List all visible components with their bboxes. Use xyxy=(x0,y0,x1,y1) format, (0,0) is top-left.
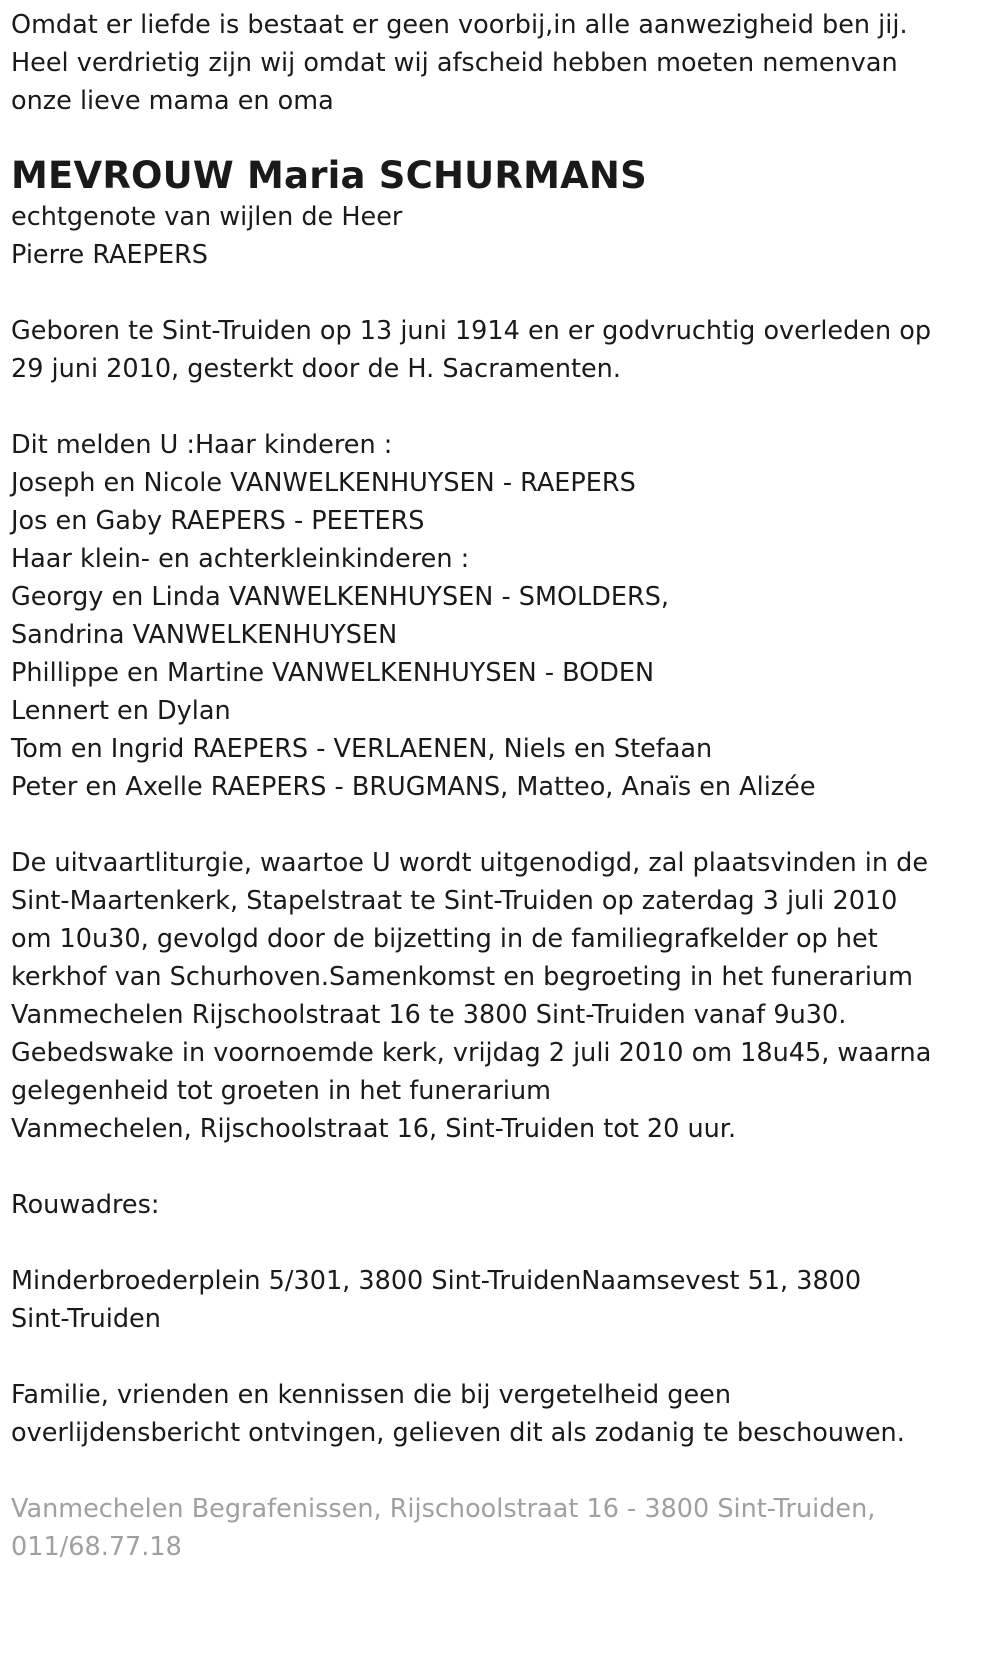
family-block xyxy=(11,426,1000,806)
family-line: Sandrina VANWELKENHUYSEN xyxy=(11,620,398,650)
family-line: Georgy en Linda VANWELKENHUYSEN - SMOLDERS, xyxy=(11,582,669,612)
mourning-address-label: Rouwadres: xyxy=(11,1190,160,1220)
family-line: Tom en Ingrid RAEPERS - VERLAENEN, Niels en Stefaan xyxy=(11,734,713,764)
ceremony-line: om 10u30, gevolgd door de bijzetting in de familiegrafkelder op het xyxy=(11,924,878,954)
footer-line: 011/68.77.18 xyxy=(11,1532,182,1562)
ceremony-line: Gebedswake in voornoemde kerk, vrijdag 2 juli 2010 om 18u45, waarna xyxy=(11,1038,932,1068)
footer-line: Vanmechelen Begrafenissen, Rijschoolstraat 16 - 3800 Sint-Truiden, xyxy=(11,1494,876,1524)
birth-line: Geboren te Sint-Truiden op 13 juni 1914 en er godvruchtig overleden op xyxy=(11,316,932,346)
mourning-address xyxy=(11,1262,1000,1338)
address-line: Sint-Truiden xyxy=(11,1304,161,1334)
intro-line: Omdat er liefde is bestaat er geen voorbij,in alle aanwezigheid ben jij. xyxy=(11,10,908,40)
notice-line: Familie, vrienden en kennissen die bij vergetelheid geen xyxy=(11,1380,731,1410)
ceremony-line: Vanmechelen Rijschoolstraat 16 te 3800 Sint-Truiden vanaf 9u30. xyxy=(11,1000,847,1030)
deceased-name: MEVROUW Maria SCHURMANS xyxy=(11,154,647,197)
ceremony-block xyxy=(11,844,1000,1148)
intro-line: onze lieve mama en oma xyxy=(11,86,334,116)
family-line: Phillippe en Martine VANWELKENHUYSEN - BODEN xyxy=(11,658,655,688)
address-line: Minderbroederplein 5/301, 3800 Sint-TruidenNaamsevest 51, 3800 xyxy=(11,1266,862,1296)
intro-line: Heel verdrietig zijn wij omdat wij afscheid hebben moeten nemenvan xyxy=(11,48,898,78)
spouse-line: Pierre RAEPERS xyxy=(11,240,208,270)
family-line: Haar klein- en achterkleinkinderen : xyxy=(11,544,470,574)
birth-death-block xyxy=(11,312,1000,388)
spouse-line: echtgenote van wijlen de Heer xyxy=(11,202,403,232)
ceremony-line: gelegenheid tot groeten in het funerarium xyxy=(11,1076,551,1106)
family-line: Peter en Axelle RAEPERS - BRUGMANS, Matteo, Anaïs en Alizée xyxy=(11,772,816,802)
notice-block xyxy=(11,1376,1000,1452)
funeral-home-footer xyxy=(11,1490,1000,1566)
ceremony-line: De uitvaartliturgie, waartoe U wordt uitgenodigd, zal plaatsvinden in de xyxy=(11,848,929,878)
birth-line: 29 juni 2010, gesterkt door de H. Sacramenten. xyxy=(11,354,621,384)
family-line: Dit melden U :Haar kinderen : xyxy=(11,430,393,460)
family-line: Joseph en Nicole VANWELKENHUYSEN - RAEPERS xyxy=(11,468,636,498)
family-line: Lennert en Dylan xyxy=(11,696,231,726)
ceremony-line: Vanmechelen, Rijschoolstraat 16, Sint-Truiden tot 20 uur. xyxy=(11,1114,737,1144)
ceremony-line: kerkhof van Schurhoven.Samenkomst en begroeting in het funerarium xyxy=(11,962,913,992)
ceremony-line: Sint-Maartenkerk, Stapelstraat te Sint-Truiden op zaterdag 3 juli 2010 xyxy=(11,886,898,916)
intro-text xyxy=(11,6,1000,120)
notice-line: overlijdensbericht ontvingen, gelieven dit als zodanig te beschouwen. xyxy=(11,1418,905,1448)
spouse-block xyxy=(11,198,1000,274)
family-line: Jos en Gaby RAEPERS - PEETERS xyxy=(11,506,425,536)
